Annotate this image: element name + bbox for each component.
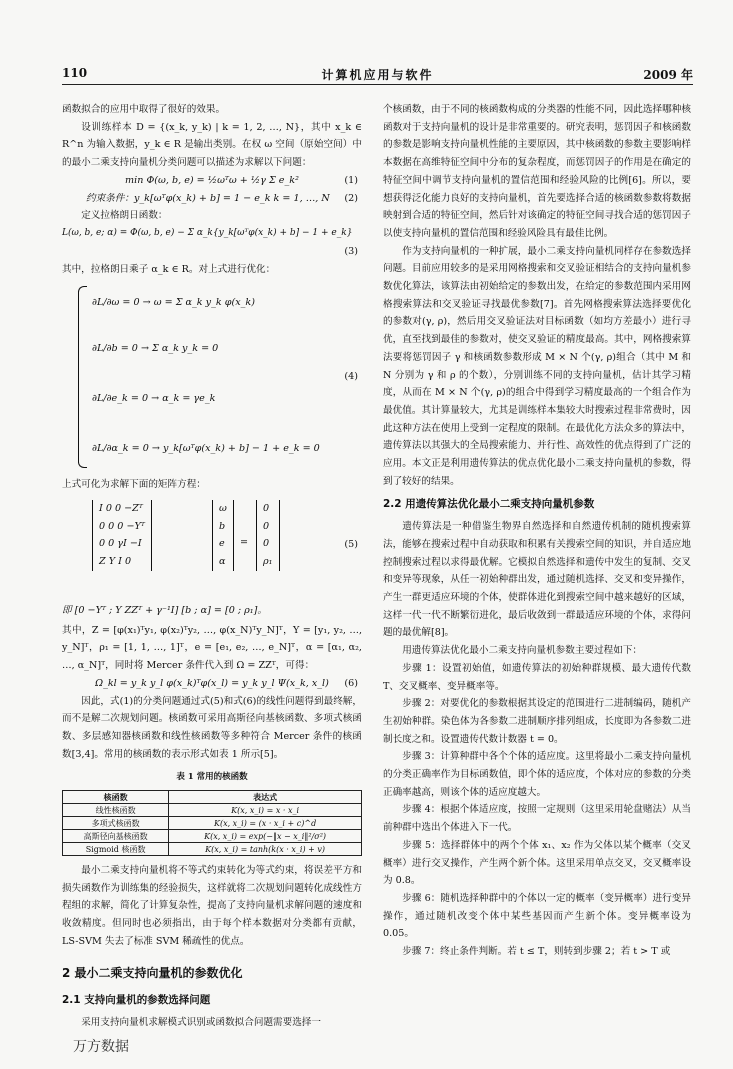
table-cell: K(x, x_i) = tanh(k(x · x_i) + v) — [169, 843, 362, 856]
equation-number: (4) — [344, 371, 358, 383]
table-cell: 多项式核函数 — [63, 817, 169, 830]
equation-number: (6) — [344, 677, 358, 689]
paragraph: 上式可化为求解下面的矩阵方程： — [62, 479, 206, 491]
paragraph: 遗传算法是一种借鉴生物界自然选择和自然遗传机制的随机搜索算法，能够在搜索过程中自动获取和积累有关搜索空间的知识，并自适应地控制搜索过程以求得最优解。它模拟自然选择和遗传中发生的复制、交叉和变异等现象，从任一初始种群出发，通过随机选择、交叉和变异操作，产生一群更适应环境的个体，使群体进化到搜索空间中越来越好的区域，这样一代一代不断繁衍进化，最后收敛到一群最适应环境的个体，求得问题的最优解[8]。 — [383, 521, 691, 639]
kernel-table — [62, 790, 362, 856]
step-2: 步骤 2：对要优化的参数根据其设定的范围进行二进制编码，随机产生初始种群。染色体为各参数二进制顺序排列组成，长度即为各参数二进制长度之和。设置遗传代数计数器 t = 0。 — [383, 698, 691, 745]
paragraph: 设训练样本 D = {(x_k, y_k) | k = 1, 2, …, N}，其中 x_k ∈ R^n 为输入数据，y_k ∈ R 是输出类别。在权 ω 空间（原始空间）中的最小二乘支持向量机分类问题可以描述为求解以下问题： — [62, 121, 362, 169]
table-row — [63, 817, 362, 830]
equation-number: (2) — [344, 192, 358, 204]
step-5: 步骤 5：选择群体中的两个个体 x₁、x₂ 作为父体以某个概率（交叉概率）进行交叉操作，产生两个新个体。这里采用单点交叉，交叉概率设为 0.8。 — [383, 839, 691, 887]
equation-number: (3) — [344, 245, 358, 257]
section-heading: 2 最小二乘支持向量机的参数优化 — [62, 965, 243, 980]
paragraph: 函数拟合的应用中取得了很好的效果。 — [62, 104, 226, 115]
paragraph: 其中，Z = [φ(x₁)ᵀy₁, φ(x₂)ᵀy₂, …, φ(x_N)ᵀy_N]ᵀ，Y = [y₁, y₂, …, y_N]ᵀ，ρ₁ = [1, 1, …, 1]ᵀ，e = [e₁, e₂, …, e_N]ᵀ，α = [α₁, α₂, …, α_N]ᵀ，同时将 Mercer 条件代入到 Ω = ZZᵀ，可得： — [62, 624, 362, 672]
vector-entry: ρ₁ — [263, 556, 273, 568]
subsection-heading: 2.1 支持向量机的参数选择问题 — [62, 994, 211, 1007]
matrix-row: 0 0 γI −I — [99, 538, 142, 550]
table-header-row — [63, 791, 362, 804]
equation-row: ∂L/∂ω = 0 → ω = Σ α_k y_k φ(x_k) — [92, 297, 255, 309]
equation-2 — [62, 190, 362, 208]
vector-entry: ω — [219, 503, 227, 515]
equation-system-4 — [76, 282, 362, 472]
paragraph: 作为支持向量机的一种扩展，最小二乘支持向量机同样存在参数选择问题。目前应用较多的是采用网格搜索和交叉验证相结合的支持向量机参数优化算法，该算法由初始给定的参数出发，在给定的参数范围内采用网格搜索算法和交叉验证寻找最优参数[7]。首先网格搜索算法选择要优化的参数对(γ, ρ)，然后用交叉验证法对目标函数（如均方差最小）进行寻优，直至找到最佳的参数对，使交叉验证的精度最高。其中，网格搜索算法要将惩罚因子 γ 和核函数参数形成 M × N 个(γ, ρ)组合（其中 M 和 N 分别为 γ 和 ρ 的个数），分别训练不同的支持向量机，估计其学习精度，从而在 M × N 个(γ, ρ)的组合中得到学习精度最高的一个组合作为最优值。其计算量较大，尤其是训练样本集较大时搜索过程非常费时，因此这种方法在使用上受到一定程度的限制。在最优化方法众多的算法中，遗传算法以其强大的全局搜索能力、并行性、高效性的优点得到了广泛的应用。本文正是利用遗传算法的优点优化最小二乘支持向量机的参数，得到了较好的结果。 — [383, 245, 691, 487]
watermark-logo: 万方数据 — [73, 1039, 129, 1055]
equals-sign: = — [240, 537, 249, 549]
equation-3-number-row — [62, 243, 362, 261]
subsection-heading: 2.2 用遗传算法优化最小二乘支持向量机参数 — [383, 498, 595, 511]
table-cell: K(x, x_i) = (x · x_i + c)^d — [169, 817, 362, 830]
paragraph: 用遗传算法优化最小二乘支持向量机参数主要过程如下： — [402, 645, 643, 657]
left-column — [62, 101, 362, 1032]
journal-year: 2009 年 — [643, 68, 693, 82]
vector-entry: e — [219, 538, 225, 550]
paragraph: 采用支持向量机求解模式识别或函数拟合问题需要选择一 — [81, 1016, 322, 1028]
table-cell: K(x, x_i) = x · x_i — [169, 804, 362, 817]
matrix-row: I 0 0 −Zᵀ — [99, 503, 143, 515]
table-cell: K(x, x_i) = exp(−‖x − x_i‖²/σ²) — [169, 830, 362, 843]
vector-entry: 0 — [263, 520, 270, 532]
equation-6 — [62, 675, 362, 693]
equation-text: 即 [0 −Yᵀ ; Y ZZᵀ + γ⁻¹I] [b ; α] = [0 ; ρ₁]。 — [62, 605, 267, 617]
coefficient-matrix — [92, 500, 152, 571]
step-1: 步骤 1：设置初始值，如遗传算法的初始种群规模、最大遗传代数 T、交叉概率、变异概率等。 — [383, 662, 691, 692]
vector-entry: b — [219, 520, 226, 532]
step-6: 步骤 6：随机选择种群中的个体以一定的概率（变异概率）进行变异操作，通过随机改变个体中某些基因而产生新个体。变异概率设为 0.05。 — [383, 892, 691, 940]
equation-text: min Φ(ω, b, e) = ½ωᵀω + ½γ Σ e_k² — [125, 174, 299, 186]
step-3: 步骤 3：计算种群中各个个体的适应度。这里将最小二乘支持向量机的分类正确率作为目标函数值，即个体的适应度，个体对应的参数的分类正确率越高，则该个体的适应度越大。 — [383, 751, 691, 798]
paragraph: 定义拉格朗日函数： — [81, 210, 168, 222]
paragraph: 其中，拉格朗日乘子 α_k ∈ R。对上式进行优化： — [62, 263, 276, 275]
vector-entry: 0 — [263, 503, 270, 515]
paragraph: 因此，式(1)的分类问题通过式(5)和式(6)的线性问题得到最终解，而不是解二次规划问题。核函数可采用高斯径向基核函数、多项式核函数、多层感知器核函数和线性核函数等多种符合 Mercer 条件的核函数[3,4]。常用的核函数的表示形式如表 1 所示[5]。 — [62, 695, 362, 760]
vector-entry: 0 — [263, 538, 270, 550]
page-header — [62, 62, 693, 85]
journal-title: 计算机应用与软件 — [321, 68, 434, 82]
vector-entry: α — [219, 556, 226, 568]
rhs-vector — [256, 500, 280, 571]
table-row — [63, 830, 362, 843]
table-caption: 表 1 常用的核函数 — [176, 772, 248, 783]
table-cell: 线性核函数 — [63, 804, 169, 817]
equation-text: Ω_kl = y_k y_l φ(x_k)ᵀφ(x_l) = y_k y_l Ψ(x_k, x_l) — [95, 677, 329, 689]
equation-number: (1) — [344, 174, 358, 186]
page-number: 110 — [62, 66, 88, 80]
table-cell: Sigmoid 核函数 — [63, 843, 169, 856]
paragraph: 最小二乘支持向量机将不等式约束转化为等式约束，将误差平方和损失函数作为训练集的经验损失，这样就将二次规划问题转化成线性方程组的求解，简化了计算复杂性，提高了支持向量机求解问题的速度和收敛精度。但同时也必须指出，由于每个样本数据对分类都有贡献，LS-SVM 失去了标准 SVM 稀疏性的优点。 — [62, 865, 362, 947]
equation-row: ∂L/∂e_k = 0 → α_k = γe_k — [92, 393, 216, 405]
equation-1 — [62, 172, 362, 190]
table-cell: 高斯径向基核函数 — [63, 830, 169, 843]
table-header: 表达式 — [169, 791, 362, 804]
left-brace — [78, 286, 87, 468]
matrix-row: Z Y I 0 — [99, 556, 132, 568]
table-row — [63, 843, 362, 856]
table-row — [63, 804, 362, 817]
equation-text: L(ω, b, e; α) = Φ(ω, b, e) − Σ α_k{y_k[ωᵀφ(x_k) + b] − 1 + e_k} — [62, 227, 353, 238]
step-4: 步骤 4：根据个体适应度，按照一定规则（这里采用轮盘赌法）从当前种群中选出个体进入下一代。 — [383, 804, 691, 834]
step-7: 步骤 7：终止条件判断。若 t ≤ T，则转到步骤 2；若 t > T 或 — [402, 946, 671, 958]
right-column — [383, 101, 691, 961]
equation-reduced — [62, 602, 362, 620]
variable-vector — [212, 500, 234, 571]
equation-text: 约束条件：y_k[ωᵀφ(x_k) + b] = 1 − e_k k = 1, …, N — [86, 192, 330, 204]
equation-number: (5) — [344, 539, 358, 551]
equation-3 — [62, 225, 362, 243]
table-header: 核函数 — [63, 791, 169, 804]
matrix-equation-5 — [62, 496, 362, 600]
matrix-row: 0 0 0 −Yᵀ — [99, 520, 145, 532]
equation-row: ∂L/∂α_k = 0 → y_k[ωᵀφ(x_k) + b] − 1 + e_k = 0 — [92, 443, 320, 455]
equation-row: ∂L/∂b = 0 → Σ α_k y_k = 0 — [92, 343, 219, 355]
paragraph: 个核函数，由于不同的核函数构成的分类器的性能不同，因此选择哪种核函数对于支持向量机的设计是非常重要的。研究表明，惩罚因子和核函数的参数是影响支持向量机性能的主要原因，其中核函数的参数主要影响样本数据在高维特征空间中分布的复杂程度，而惩罚因子的作用是在确定的特征空间中调节支持向量机的置信范围和经验风险的比例[6]。所以，要想获得泛化能力良好的支持向量机，首先要选择合适的核函数参数将数据映射到合适的特征空间，然后针对该确定的特征空间寻找合适的惩罚因子以使支持向量机的置信范围和经验风险具有最佳比例。 — [383, 104, 691, 239]
